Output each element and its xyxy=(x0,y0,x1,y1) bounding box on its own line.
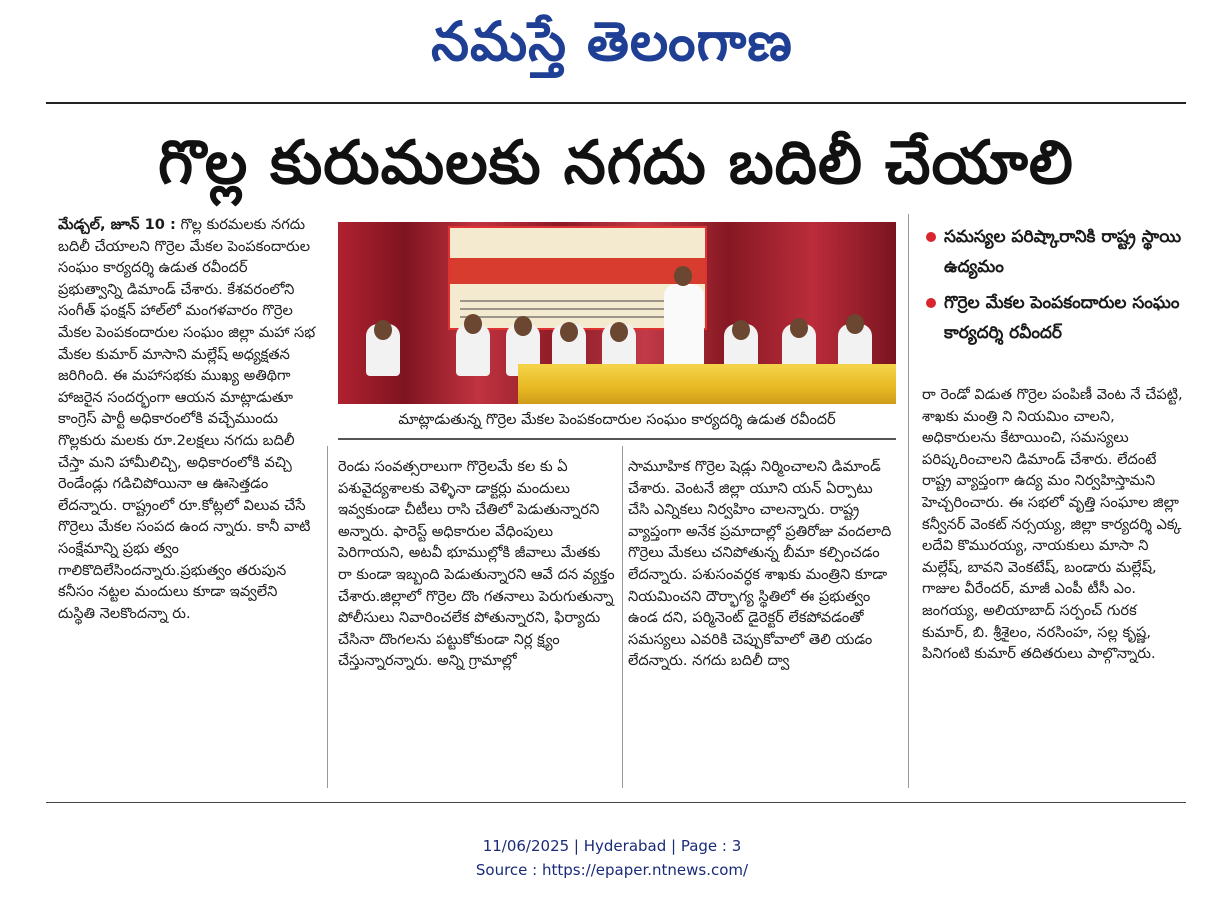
top-divider xyxy=(46,102,1186,104)
article-column-4: రా రెండో విడుత గొర్రెల పంపిణీ వెంట నే చేపట్టి, శాఖకు మంత్రి ని నియమిం చాలని, అధికారులను కేటాయించి, సమస్యలు పరిష్కరించాలని డిమాండ్ చేశారు. లేదంటే రాష్ట్ర వ్యాప్తంగా ఉద్య మం నిర్వహిస్తామని హెచ్చరించారు. ఈ సభలో వృత్తి సంఘాల జిల్లా కన్వీనర్ వెంకట్ నర్సయ్య, జిల్లా కార్యదర్శి ఎక్క లదేవి కొమురయ్య, నాయకులు మాసా ని మల్లేష్, బావని వెంకటేష్, బండారు మల్లేష్, గాజుల వీరేందర్, మాజీ ఎంపీ టీసీ ఎం. జంగయ్య, అలియాబాద్ సర్పంచ్ గురక కుమార్, బి. శ్రీశైలం, నరసింహ, సల్ల కృష్ణ, పినిగంటి కుమార్ తదితరులు పాల్గొన్నారు. xyxy=(922,386,1183,663)
bullet-dot-icon xyxy=(926,232,936,242)
masthead-logo: నమస్తే తెలంగాణ xyxy=(431,9,793,73)
column-divider xyxy=(327,446,328,788)
article-column-3: సామూహిక గొర్రెల షెడ్లు నిర్మించాలని డిమాండ్ చేశారు. వెంటనే జిల్లా యూని యన్ ఏర్పాటు చేసి ఎన్నికలు నిర్వహిం చాలన్నారు. రాష్ట్ర వ్యాప్తంగా అనేక ప్రమాదాల్లో ప్రతిరోజు వందలాది గొర్రెలు మేకలు చనిపోతున్న బీమా కల్పించడం లేదన్నారు. పశుసంవర్ధక శాఖకు మంత్రిని కూడా నియమించని దౌర్భాగ్య స్థితిలో ఈ ప్రభుత్వం ఉండ దని, పర్మినెంట్ డైరెక్టర్ లేకపోవడంతో సమస్యలు ఎవరికి చెప్పుకోవాలో తెలి యడం లేదన్నారు. నగదు బదిలీ ద్వా xyxy=(628,458,892,670)
highlight-bullets xyxy=(922,222,1188,354)
highlight-bullet: సమస్యల పరిష్కారానికి రాష్ట్ర స్థాయి ఉద్యమం xyxy=(922,222,1188,282)
column-divider xyxy=(908,214,909,788)
dais-table xyxy=(518,364,896,404)
article-column-1 xyxy=(58,214,316,624)
article-column-2: రెండు సంవత్సరాలుగా గొర్రెలమే కల కు ఏ పశువైద్యశాలకు వెళ్ళినా డాక్టర్లు మందులు ఇవ్వకుండా చీటీలు రాసి చేతిలో పెడుతున్నారని అన్నారు. ఫారెస్ట్ అధికారుల వేధింపులు పెరిగాయని, అటవీ భూముల్లోకి జీవాలు మేతకు రా కుండా ఇబ్బంది పెడుతున్నారని ఆవే దన వ్యక్తం చేశారు.జిల్లాలో గొర్రెల దొం గతనాలు పెరుగుతున్నా పోలీసులు నివారించలేక పోతున్నారని, ఫిర్యాదు చేసినా దొంగలను పట్టుకోకుండా నిర్ల క్ష్యం చేస్తున్నారన్నారు. అన్ని గ్రామాల్లో xyxy=(338,458,615,670)
highlight-bullet: గొర్రెల మేకల పెంపకందారుల సంఘం కార్యదర్శి రవీందర్ xyxy=(922,288,1188,348)
photo-caption: మాట్లాడుతున్న గొర్రెల మేకల పెంపకందారుల సంఘం కార్యదర్శి ఉడుత రవీందర్ xyxy=(338,404,896,440)
dateline: మేడ్చల్, జూన్ 10 : xyxy=(58,216,176,233)
footer-date-page: 11/06/2025 | Hyderabad | Page : 3 xyxy=(482,837,742,855)
article-headline: గొల్ల కురుమలకు నగదు బదిలీ చేయాలి xyxy=(158,128,1074,198)
footer-source: Source : https://epaper.ntnews.com/ xyxy=(475,861,749,879)
page-footer xyxy=(0,834,1224,882)
column-1-text: గొల్ల కురమలకు నగదు బదిలీ చేయాలని గొర్రెల మేకల పెంపకందారుల సంఘం కార్యదర్శి ఉడుత రవీందర్ ప్రభుత్వాన్ని డిమాండ్ చేశారు. కేశవరంలోని సంగీత్ ఫంక్షన్ హాల్‌లో మంగళవారం గొర్రెల మేకల పెంపకందారుల సంఘం జిల్లా మహా సభ మేకల కుమార్ మాసాని మల్లేష్ అధ్యక్షతన జరిగింది. ఈ మహాసభకు ముఖ్య అతిథిగా హాజరైన సందర్భంగా ఆయన మాట్లాడుతూ కాంగ్రెస్ పార్టీ అధికారంలోకి వచ్చేముందు గొల్లకురు మలకు రూ.2లక్షలు నగదు బదిలీ చేస్తా మని హామీలిచ్చి, అధికారంలోకి వచ్చి రెండేండ్లు గడిచిపోయినా ఆ ఊసెత్తడం లేదన్నారు. రాష్ట్రంలో రూ.కోట్లలో విలువ చేసే గొర్రెలు మేకల సంపద ఉంద న్నారు. కానీ వాటి సంక్షేమాన్ని ప్రభు త్వం గాలికొదిలేసిందన్నారు.ప్రభుత్వం తరుపున కనీసం నట్టల మందులు కూడా ఇవ్వలేని దుస్థితి నెలకొందన్నా రు. xyxy=(58,216,316,622)
bullet-dot-icon xyxy=(926,298,936,308)
article-photo xyxy=(338,222,896,404)
column-divider xyxy=(622,446,623,788)
bottom-divider xyxy=(46,802,1186,803)
